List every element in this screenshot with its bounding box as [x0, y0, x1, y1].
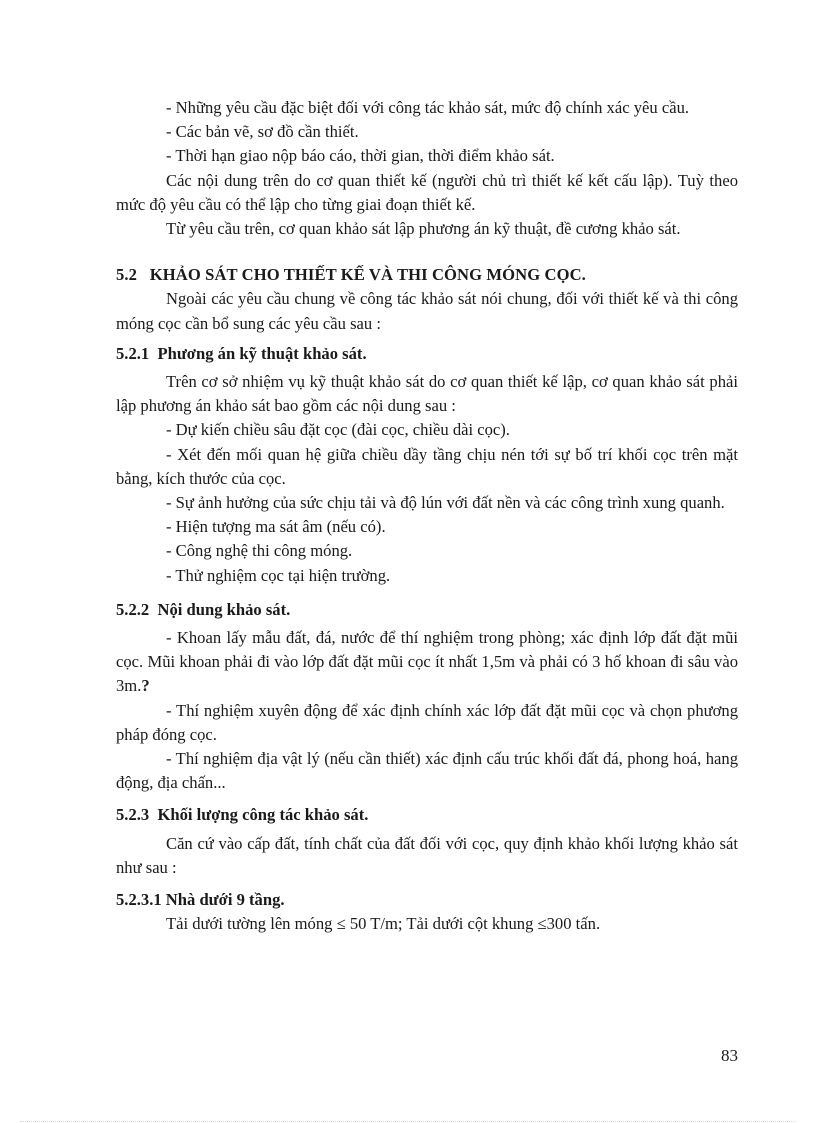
paragraph-5-2-3-1-load: Tải dưới tường lên móng ≤ 50 T/m; Tải dưới cột khung ≤300 tấn. — [166, 914, 601, 934]
paragraph-5-2-1-intro: Trên cơ sở nhiệm vụ kỹ thuật khảo sát do cơ quan thiết kế lập, cơ quan khảo sát phải lập phương án khảo sát bao gồm các nội dung sau : — [116, 372, 738, 416]
heading-5-2-3-title: Khối lượng công tác khảo sát. — [157, 805, 369, 825]
heading-5-2-2-title: Nội dung khảo sát. — [157, 599, 291, 619]
list-item: - Dự kiến chiều sâu đặt cọc (đài cọc, chiều dài cọc). — [166, 420, 510, 440]
heading-5-2-2 — [116, 598, 738, 622]
paragraph-design-agency: Các nội dung trên do cơ quan thiết kế (người chủ trì thiết kế kết cấu lập). Tuỳ theo mức độ yêu cầu có thể lập cho từng giai đoạn thiết kế. — [116, 170, 738, 214]
paragraph-special-requirements: - Những yêu cầu đặc biệt đối với công tác khảo sát, mức độ chính xác yêu cầu. — [166, 98, 690, 117]
heading-5-2 — [116, 263, 738, 287]
footer-divider — [20, 1121, 796, 1122]
list-item: - Sự ảnh hưởng của sức chịu tải và độ lún với đất nền và các công trình xung quanh. — [166, 493, 725, 513]
list-item: - Công nghệ thi công móng. — [166, 541, 353, 561]
heading-5-2-1-number: 5.2.1 — [116, 343, 150, 363]
page-number: 83 — [721, 1046, 738, 1065]
heading-5-2-2-number: 5.2.2 — [116, 599, 150, 619]
paragraph-survey-plan: Từ yêu cầu trên, cơ quan khảo sát lập phương án kỹ thuật, đề cương khảo sát. — [166, 219, 681, 239]
paragraph-5-2-2-boring — [116, 626, 738, 699]
heading-5-2-3-1-number: 5.2.3.1 — [116, 890, 162, 910]
paragraph-deadline: - Thời hạn giao nộp báo cáo, thời gian, thời điểm khảo sát. — [166, 146, 555, 166]
question-mark: ? — [141, 676, 150, 696]
paragraph-drawings: - Các bản vẽ, sơ đồ cần thiết. — [166, 122, 359, 142]
heading-5-2-3-number: 5.2.3 — [116, 805, 150, 825]
boring-text: - Khoan lấy mẫu đất, đá, nước để thí nghiệm trong phòng; xác định lớp đất đặt mũi cọc. Mũi khoan phải đi vào lớp đất đặt mũi cọc ít nhất 1,5m và phải có 3 hố khoan đi sâu vào 3m. — [116, 628, 738, 696]
list-item: - Xét đến mối quan hệ giữa chiều dầy tầng chịu nén tới sự bố trí khối cọc trên mặt bằng, kích thước của cọc. — [116, 444, 738, 488]
heading-5-2-number: 5.2 — [116, 265, 138, 285]
heading-5-2-title: KHẢO SÁT CHO THIẾT KẾ VÀ THI CÔNG MÓNG CỌC. — [149, 265, 586, 285]
heading-5-2-3 — [116, 803, 738, 827]
paragraph-5-2-intro: Ngoài các yêu cầu chung về công tác khảo sát nói chung, đối với thiết kế và thi công móng cọc cần bổ sung các yêu cầu sau : — [116, 289, 738, 333]
list-item: - Thử nghiệm cọc tại hiện trường. — [166, 565, 391, 585]
heading-5-2-1 — [116, 342, 738, 366]
heading-5-2-1-title: Phương án kỹ thuật khảo sát. — [157, 343, 367, 363]
heading-5-2-3-1-title: Nhà dưới 9 tầng. — [165, 890, 285, 910]
paragraph-5-2-2-penetration: - Thí nghiệm xuyên động để xác định chính xác lớp đất đặt mũi cọc và chọn phương pháp đóng cọc. — [116, 700, 738, 744]
heading-5-2-3-1 — [116, 888, 738, 912]
list-item: - Hiện tượng ma sát âm (nếu có). — [166, 517, 386, 537]
paragraph-5-2-2-geophysics: - Thí nghiệm địa vật lý (nếu cần thiết) xác định cấu trúc khối đất đá, phong hoá, hang động, địa chấn... — [116, 749, 738, 793]
page-content — [116, 96, 738, 937]
paragraph-5-2-3-intro: Căn cứ vào cấp đất, tính chất của đất đối với cọc, quy định khảo khối lượng khảo sát như sau : — [116, 833, 738, 877]
